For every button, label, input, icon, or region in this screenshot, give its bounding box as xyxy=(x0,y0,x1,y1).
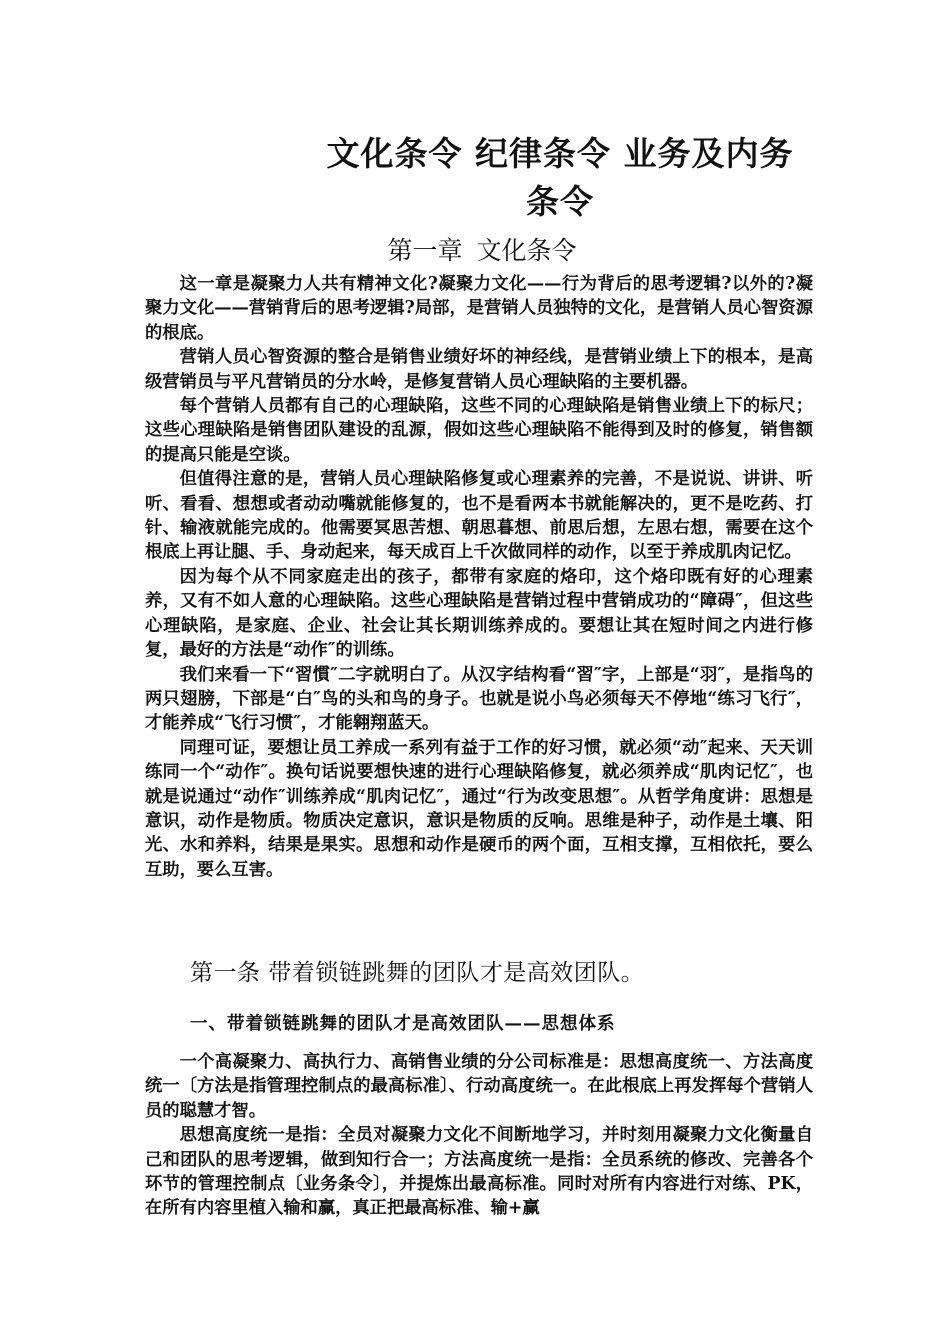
paragraph: 但值得注意的是，营销人员心理缺陷修复或心理素养的完善，不是说说、讲讲、听听、看看、想想或者动动嘴就能修复的，也不是看两本书就能解决的，更不是吃药、打针、输液就能完成的。他需要冥思苦想、朝思暮想、前思后想，左思右想，需要在这个根底上再让腿、手、身动起来，每天成百上千次做同样的动作，以至于养成肌肉记忆。 xyxy=(145,469,813,563)
paragraph: 思想高度统一是指：全员对凝聚力文化不间断地学习，并时刻用凝聚力文化衡量自己和团队的思考逻辑，做到知行合一；方法高度统一是指：全员系统的修改、完善各个环节的管理控制点〔业务条令〕，并提炼出最高标准。同时对所有内容进行对练、PK，在所有内容里植入输和赢，真正把最高标准、输+赢 xyxy=(145,1125,813,1219)
document-title: 文化条令 纪律条令 业务及内务条令 xyxy=(326,134,794,221)
paragraph: 一个高凝聚力、高执行力、高销售业绩的分公司标准是：思想高度统一、方法高度统一〔方法是指管理控制点的最高标准〕、行动高度统一。在此根底上再发挥每个营销人员的聪慧才智。 xyxy=(145,1052,813,1121)
chapter-heading xyxy=(0,236,950,266)
article-heading: 第一条 带着锁链跳舞的团队才是高效团队。 xyxy=(190,960,645,986)
paragraph: 因为每个从不同家庭走出的孩子，都带有家庭的烙印，这个烙印既有好的心理素养，又有不如人意的心理缺陷。这些心理缺陷是营销过程中营销成功的“障碍″，但这些心理缺陷，是家庭、企业、社会让其长期训练养成的。要想让其在短时间之内进行修复，最好的方法是“动作″的训练。 xyxy=(145,566,813,661)
chapter-body xyxy=(145,272,813,882)
paragraph: 我们来看一下“習慣″二字就明白了。从汉字结构看“習″字，上部是“羽″，是指鸟的两只翅膀，下部是“白″鸟的头和鸟的身子。也就是说小鸟必须每天不停地“练习飞行″，才能养成“飞行习惯″，才能翱翔蓝天。 xyxy=(145,664,813,734)
section-body xyxy=(145,1050,813,1221)
paragraph: 营销人员心智资源的整合是销售业绩好坏的神经线，是营销业绩上下的根本，是高级营销员与平凡营销员的分水岭，是修复营销人员心理缺陷的主要机器。 xyxy=(145,347,813,392)
paragraph: 这一章是凝聚力人共有精神文化?凝聚力文化——行为背后的思考逻辑?以外的?凝聚力文化——营销背后的思考逻辑?局部，是营销人员独特的文化，是营销人员心智资源的根底。 xyxy=(145,274,813,343)
chapter-name: 文化条令 xyxy=(476,236,577,265)
chapter-number: 第一章 xyxy=(387,236,463,265)
section-heading: 一、带着锁链跳舞的团队才是高效团队——思想体系 xyxy=(190,1014,616,1034)
paragraph: 同理可证，要想让员工养成一系列有益于工作的好习惯，就必须“动″起来、天天训练同一个“动作″。换句话说要想快速的进行心理缺陷修复，就必须养成“肌肉记忆″，也就是说通过“动作″训练养成“肌肉记忆″，通过“行为改变思想″。从哲学角度讲：思想是意识，动作是物质。物质决定意识，意识是物质的反响。思维是种子，动作是土壤、阳光、水和养料，结果是果实。思想和动作是硬币的两个面，互相支撑，互相依托，要么互助，要么互害。 xyxy=(145,737,813,880)
paragraph: 每个营销人员都有自己的心理缺陷，这些不同的心理缺陷是销售业绩上下的标尺；这些心理缺陷是销售团队建设的乱源，假如这些心理缺陷不能得到及时的修复，销售额的提高只能是空谈。 xyxy=(145,396,813,465)
